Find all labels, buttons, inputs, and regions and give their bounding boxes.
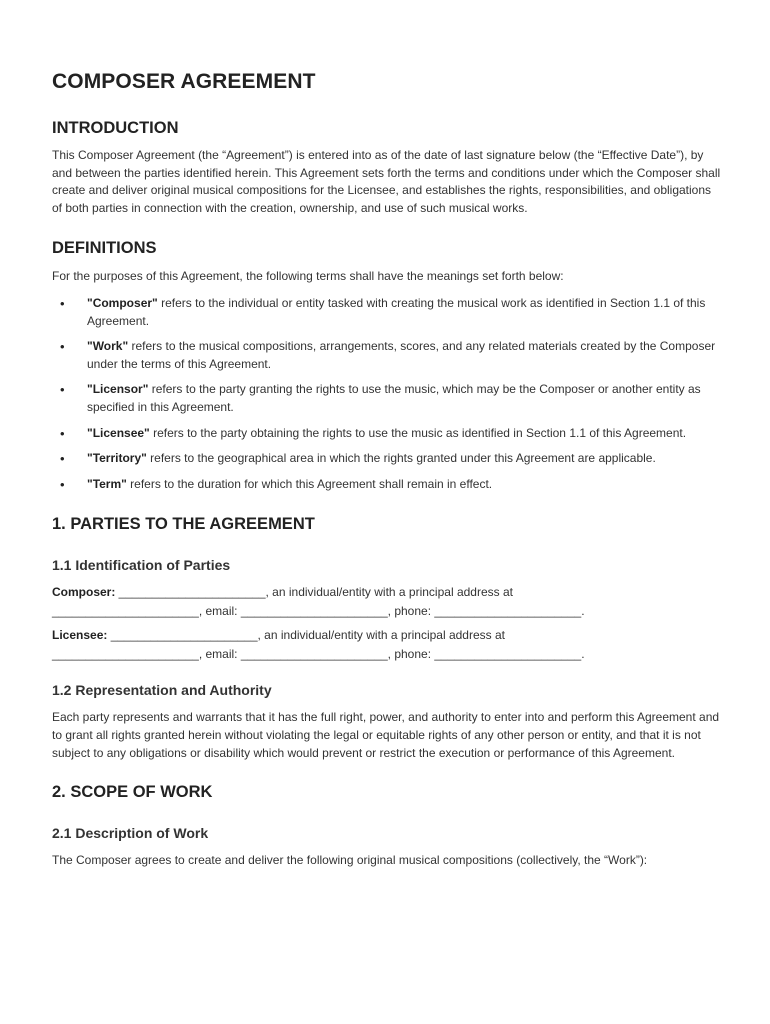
definition-text: refers to the geographical area in which the rights granted under this Agreement are applicable. — [146, 451, 656, 466]
bullet-icon: • — [60, 295, 65, 311]
introduction-text: This Composer Agreement (the “Agreement”) is entered into as of the date of last signature below (the “Effective Date”), by and between the parties identified herein. This Agreement sets forth the terms and conditions under which the Composer shall create and deliver original musical compositions for the Licensee, and establishes the rights, responsibilities, and obligations of both parties in connection with the creation, ownership, and use of such musical works. — [52, 148, 721, 215]
definition-text: refers to the musical compositions, arrangements, scores, and any related materials created by the Composer under the terms of this Agreement. — [87, 339, 716, 371]
composer-name-field: ______________________, an individual/entity with a principal address at — [115, 585, 513, 600]
definition-item-composer — [52, 295, 722, 330]
bullet-icon: • — [60, 476, 65, 492]
section-1-heading: 1. PARTIES TO THE AGREEMENT — [52, 515, 315, 534]
composer-label: Composer: — [52, 585, 116, 600]
bullet-icon: • — [60, 339, 65, 355]
composer-line-2: ______________________, email: ______________________, phone: ______________________. — [52, 604, 585, 619]
definition-term: "Territory" — [87, 451, 147, 466]
section-1-2-text: Each party represents and warrants that it has the full right, power, and authority to enter into and perform this Agreement and to grant all rights granted herein without violating the legal or equitable rights of any other person or entity, and that it is not subject to any obligations or disability which would prevent or restrict the execution or performance of this Agreement. — [52, 710, 720, 760]
definition-item-territory — [52, 450, 722, 468]
definitions-list — [52, 295, 722, 493]
definition-item-term — [52, 476, 722, 494]
definition-text: refers to the individual or entity tasked with creating the musical work as identified in Section 1.1 of this Agreement. — [87, 295, 706, 328]
definition-item-work — [52, 338, 722, 373]
licensee-name-field: ______________________, an individual/entity with a principal address at — [107, 628, 505, 643]
document-page — [52, 68, 722, 870]
bullet-icon: • — [60, 451, 65, 467]
definition-term: "Work" — [87, 339, 129, 354]
introduction-heading: INTRODUCTION — [52, 119, 179, 137]
definition-item-licensor — [52, 381, 722, 416]
definition-term: "Term" — [87, 476, 127, 491]
licensee-line-2: ______________________, email: ______________________, phone: ______________________. — [52, 647, 585, 662]
section-1-2-heading: 1.2 Representation and Authority — [52, 682, 272, 699]
definition-text: refers to the party granting the rights to use the music, which may be the Composer or another entity as specified in this Agreement. — [87, 382, 701, 414]
definition-term: "Licensee" — [87, 425, 150, 440]
definition-text: refers to the party obtaining the rights to use the music as identified in Section 1.1 of this Agreement. — [149, 425, 687, 440]
licensee-label: Licensee: — [52, 628, 108, 643]
section-2-1-heading: 2.1 Description of Work — [52, 825, 209, 842]
composer-party-block — [52, 583, 722, 621]
definitions-heading: DEFINITIONS — [52, 239, 157, 258]
licensee-party-block — [52, 626, 722, 664]
bullet-icon: • — [60, 425, 65, 441]
definition-text: refers to the duration for which this Agreement shall remain in effect. — [126, 476, 493, 491]
definition-term: "Composer" — [87, 295, 158, 310]
section-2-1-text: The Composer agrees to create and deliver the following original musical compositions (collectively, the “Work”): — [52, 853, 648, 868]
composer-line-1 — [52, 583, 722, 602]
definition-term: "Licensor" — [87, 382, 149, 397]
bullet-icon: • — [60, 382, 65, 398]
section-1-1-heading: 1.1 Identification of Parties — [52, 557, 231, 574]
section-2-heading: 2. SCOPE OF WORK — [52, 783, 213, 802]
definition-item-licensee — [52, 425, 722, 443]
document-title: COMPOSER AGREEMENT — [52, 70, 316, 93]
licensee-line-1 — [52, 626, 722, 645]
definitions-lead: For the purposes of this Agreement, the following terms shall have the meanings set forth below: — [52, 269, 564, 284]
